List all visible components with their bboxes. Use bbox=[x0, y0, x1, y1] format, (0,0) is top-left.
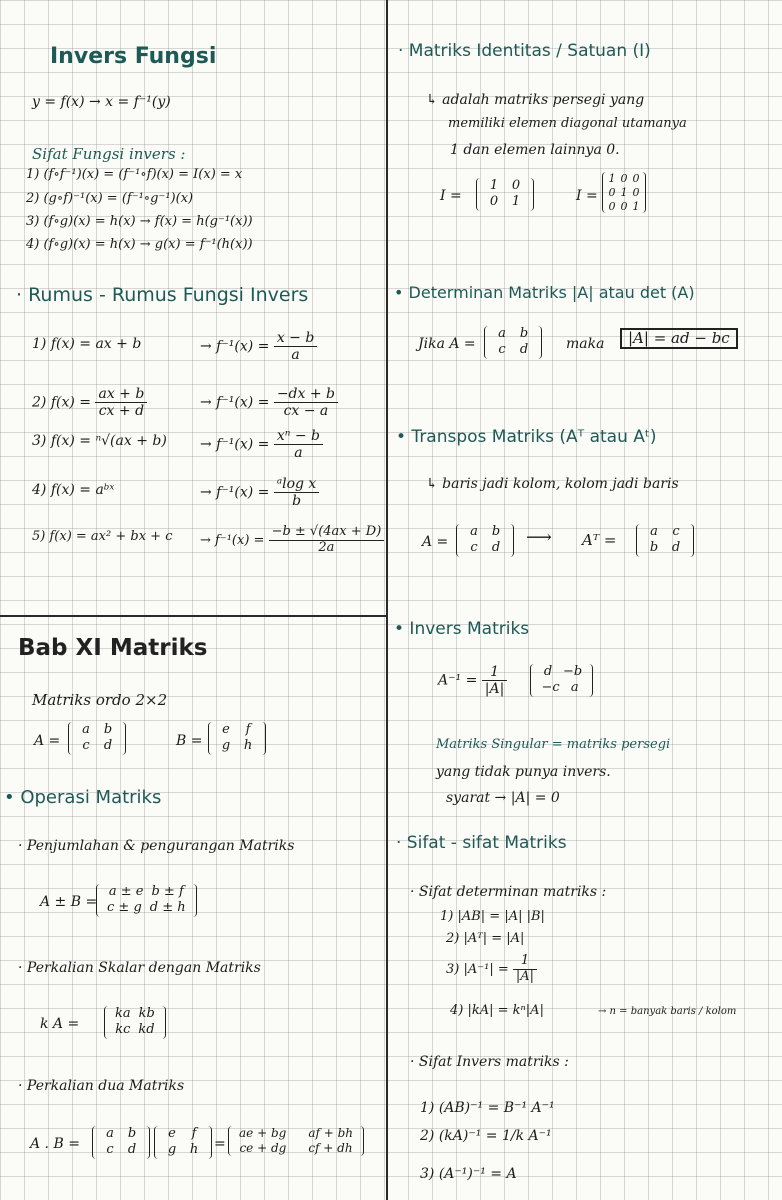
horizontal-divider bbox=[0, 615, 386, 617]
mat-b: e f g h bbox=[208, 722, 266, 755]
determinan-maka: maka bbox=[566, 336, 605, 352]
perkalian-eq: = bbox=[214, 1136, 226, 1152]
skalar-matrix: ka kb kc kd bbox=[104, 1006, 166, 1039]
sifat-determinan-title: · Sifat determinan matriks : bbox=[410, 884, 607, 900]
invers-fungsi-formula: y = f(x) → x = f⁻¹(y) bbox=[32, 94, 171, 110]
transpos-desc: ↳ baris jadi kolom, kolom jadi baris bbox=[426, 476, 679, 492]
invers-lhs: A⁻¹ = $\frac{1}{|A|}$ bbox=[438, 664, 507, 697]
sum-label: A ± B = bbox=[40, 894, 98, 910]
skalar-title: · Perkalian Skalar dengan Matriks bbox=[18, 960, 261, 976]
sifat-item: 2) (g∘f)⁻¹(x) = (f⁻¹∘g⁻¹)(x) bbox=[26, 191, 194, 206]
sifat-fungsi-invers-title: Sifat Fungsi invers : bbox=[32, 145, 186, 163]
sum-matrix: a ± e b ± f c ± g d ± h bbox=[96, 884, 197, 917]
determinan-result: |A| = ad − bc bbox=[620, 328, 738, 349]
mat-b-label: B = bbox=[176, 733, 203, 749]
invers-matriks-title: • Invers Matriks bbox=[394, 619, 530, 639]
identity-2-matrix: 1 0 0 1 bbox=[476, 178, 534, 211]
sifat-item: 4) (f∘g)(x) = h(x) → g(x) = f⁻¹(h(x)) bbox=[26, 237, 253, 252]
determinan-jika: Jika A = bbox=[418, 336, 476, 352]
sifat-item: 1) (f∘f⁻¹)(x) = (f⁻¹∘f)(x) = I(x) = x bbox=[26, 167, 243, 182]
transpos-title: • Transpos Matriks (Aᵀ atau Aᵗ) bbox=[396, 427, 657, 447]
invers-matrix: d −b −c a bbox=[530, 664, 593, 697]
sifat-det-item: 1) |AB| = |A| |B| bbox=[440, 909, 545, 924]
sifat-matriks-title: · Sifat - sifat Matriks bbox=[396, 833, 567, 853]
skalar-label: k A = bbox=[40, 1016, 80, 1032]
singular-line-1: Matriks Singular = matriks persegi bbox=[436, 737, 671, 752]
transpos-matrix: a b c d bbox=[456, 524, 514, 557]
transpos-result-matrix: a c b d bbox=[636, 524, 694, 557]
sifat-det-item: 2) |Aᵀ| = |A| bbox=[446, 931, 525, 946]
transpos-a-label: A = bbox=[422, 534, 449, 550]
identitas-desc: memiliki elemen diagonal utamanya bbox=[448, 116, 687, 131]
rumus-5-lhs: 5) f(x) = ax² + bx + c bbox=[32, 529, 173, 544]
rumus-5-rhs: → f⁻¹(x) = $\frac{-b \pm √(4ax + D)}{2a}$ bbox=[200, 525, 384, 556]
sifat-det-item-4-note: → n = banyak baris / kolom bbox=[598, 1006, 737, 1017]
perkalian-result: ae + bg af + bh ce + dg cf + dh bbox=[228, 1126, 364, 1156]
singular-syarat: syarat → |A| = 0 bbox=[446, 790, 560, 806]
mat-a-label: A = bbox=[34, 733, 61, 749]
rumus-4-rhs: → f⁻¹(x) = $\frac{\text{ᵃlog x}}{b}$ bbox=[200, 476, 319, 509]
identity-3-matrix: 1 0 0 0 1 0 0 0 1 bbox=[602, 172, 646, 213]
identity-2-label: I = bbox=[440, 188, 462, 204]
sifat-item: 3) (f∘g)(x) = h(x) → f(x) = h(g⁻¹(x)) bbox=[26, 214, 253, 229]
rumus-2-rhs: → f⁻¹(x) = $\frac{-dx + b}{cx - a}$ bbox=[200, 386, 338, 419]
sifat-det-item-4: 4) |kA| = kⁿ|A| bbox=[450, 1003, 544, 1018]
perkalian-mat-a: a b c d bbox=[92, 1126, 150, 1159]
determinan-matrix: a b c d bbox=[484, 326, 542, 359]
perkalian-dua-label: A . B = bbox=[30, 1136, 80, 1152]
bab-title: Bab XI Matriks bbox=[18, 635, 208, 661]
rumus-3-rhs: → f⁻¹(x) = $\frac{\text{xⁿ − b}}{a}$ bbox=[200, 428, 323, 461]
transpos-arrow: ⟶ bbox=[526, 527, 552, 548]
rumus-4-lhs: 4) f(x) = aᵇˣ bbox=[32, 482, 115, 498]
rumus-1-rhs: → f⁻¹(x) = $\frac{x - b}{a}$ bbox=[200, 330, 317, 363]
rumus-title: · Rumus - Rumus Fungsi Invers bbox=[16, 284, 309, 306]
invers-fungsi-title: Invers Fungsi bbox=[50, 44, 217, 69]
perkalian-mat-b: e f g h bbox=[154, 1126, 212, 1159]
rumus-3-lhs: 3) f(x) = ⁿ√(ax + b) bbox=[32, 433, 167, 449]
identity-3-label: I = bbox=[576, 188, 598, 204]
ordo-label: Matriks ordo 2×2 bbox=[32, 691, 168, 709]
perkalian-dua-title: · Perkalian dua Matriks bbox=[18, 1078, 185, 1094]
mat-a: a b c d bbox=[68, 722, 126, 755]
sifat-inv-item: 2) (kA)⁻¹ = 1/k A⁻¹ bbox=[420, 1128, 552, 1144]
determinan-title: • Determinan Matriks |A| atau det (A) bbox=[394, 283, 695, 302]
sifat-inv-item: 3) (A⁻¹)⁻¹ = A bbox=[420, 1166, 517, 1182]
rumus-2-lhs: 2) f(x) = $\frac{ax + b}{cx + d}$ bbox=[32, 386, 147, 419]
identitas-desc: 1 dan elemen lainnya 0. bbox=[450, 142, 620, 158]
singular-line-2: yang tidak punya invers. bbox=[436, 764, 611, 780]
sifat-det-item-3: 3) |A⁻¹| = $\frac{1}{|A|}$ bbox=[446, 954, 537, 985]
rumus-1-lhs: 1) f(x) = ax + b bbox=[32, 336, 142, 352]
identitas-title: · Matriks Identitas / Satuan (I) bbox=[398, 41, 651, 61]
sifat-invers-title: · Sifat Invers matriks : bbox=[410, 1054, 569, 1070]
vertical-divider bbox=[386, 0, 388, 1200]
identitas-desc: ↳ adalah matriks persegi yang bbox=[426, 92, 645, 108]
operasi-title: • Operasi Matriks bbox=[4, 787, 162, 808]
sifat-inv-item: 1) (AB)⁻¹ = B⁻¹ A⁻¹ bbox=[420, 1100, 555, 1116]
penjumlahan-title: · Penjumlahan & pengurangan Matriks bbox=[18, 838, 295, 854]
transpos-at-label: Aᵀ = bbox=[582, 531, 617, 549]
